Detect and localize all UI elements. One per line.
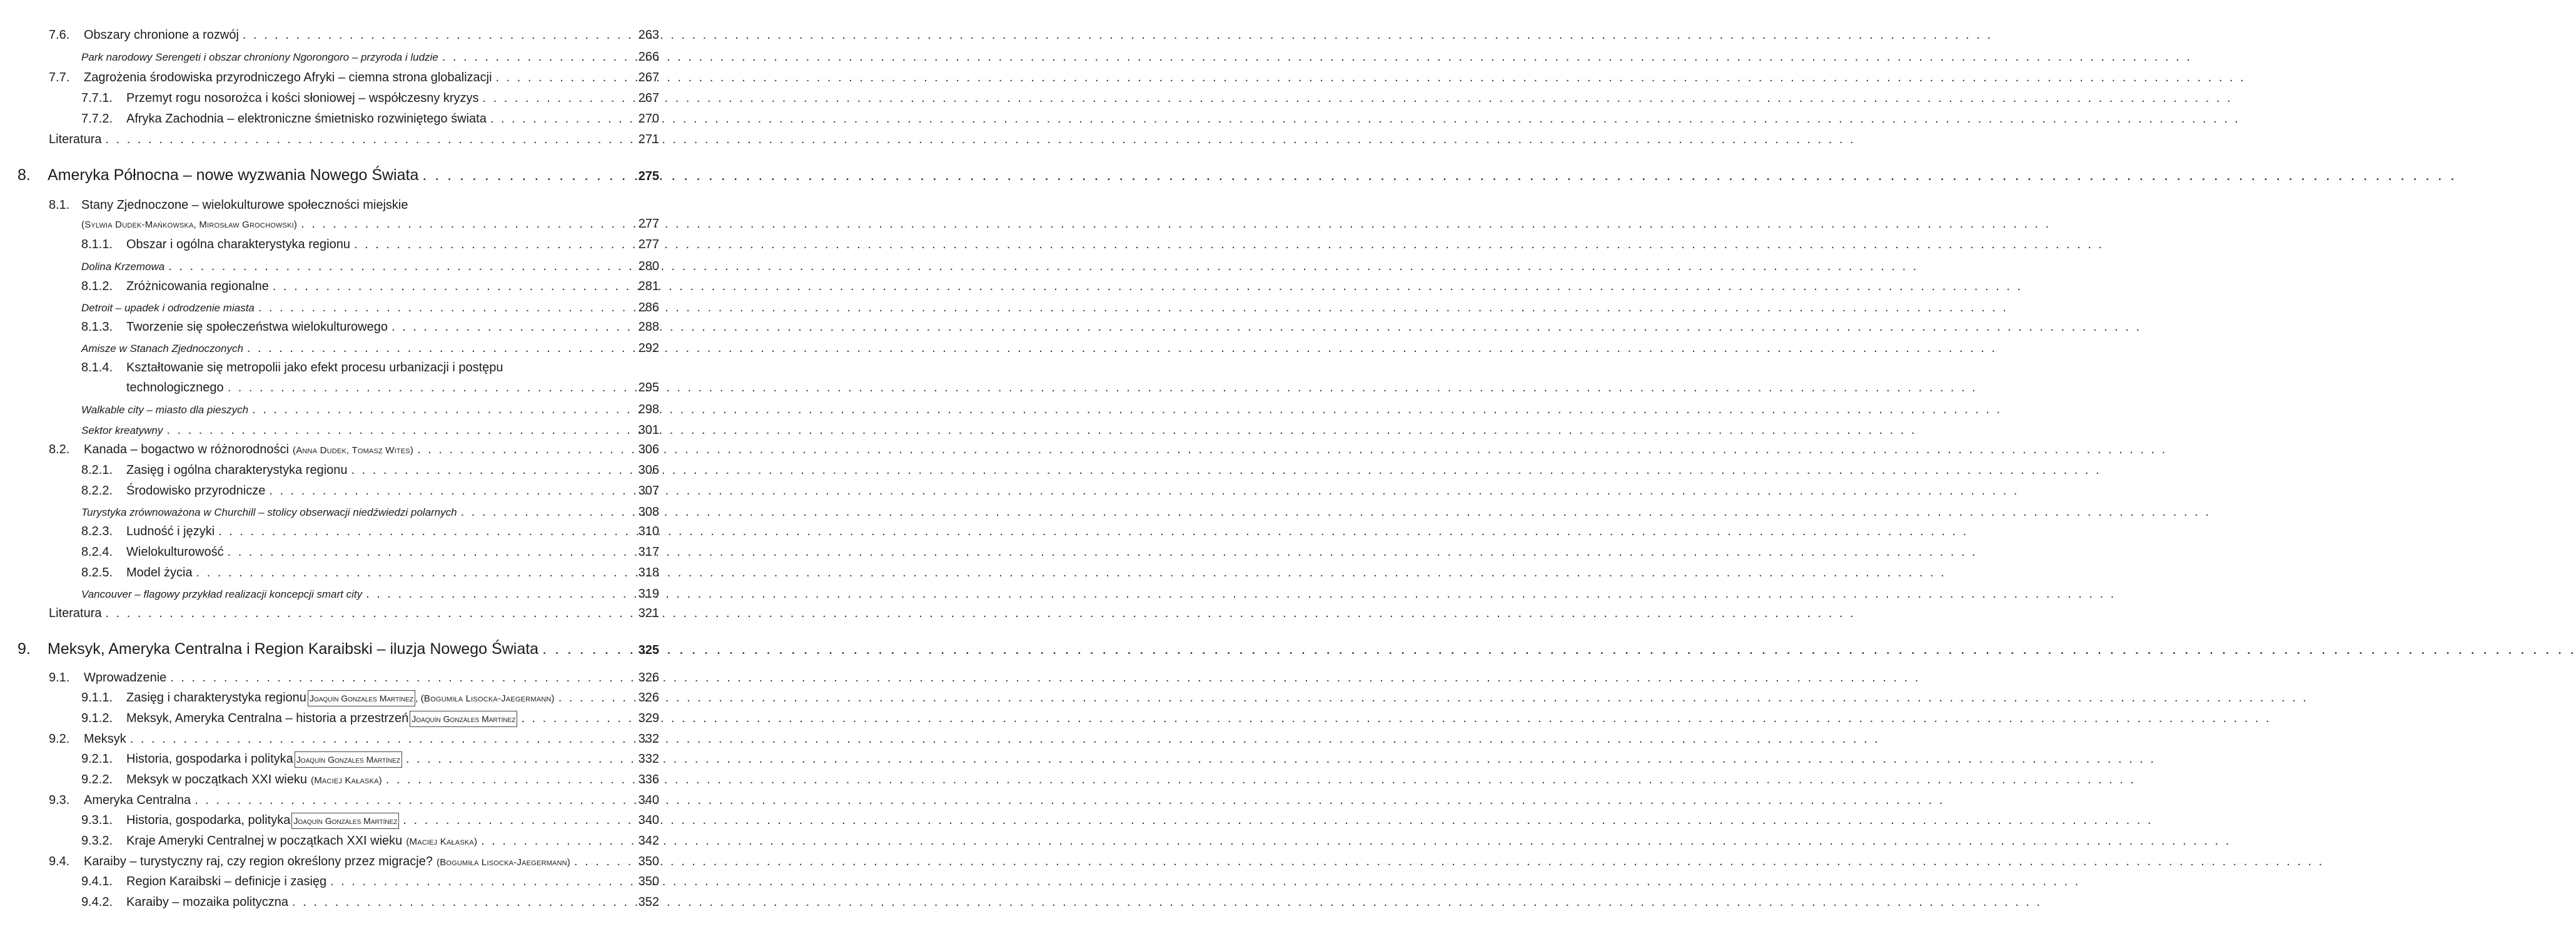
toc-entry xyxy=(81,319,659,334)
section-number: 9.1. xyxy=(49,671,70,685)
page-number: 350 xyxy=(638,875,659,888)
chapter-entry xyxy=(18,166,659,186)
leader-dots xyxy=(228,380,633,395)
toc-entry xyxy=(49,854,659,870)
section-number: 8.2.3. xyxy=(81,525,113,538)
toc-entry xyxy=(49,793,659,808)
section-number: 9.4. xyxy=(49,855,70,868)
chapter-number: 9. xyxy=(18,640,31,658)
section-title: Karaiby – turystyczny raj, czy region określony przez migracje? xyxy=(84,855,433,868)
case-study-title: Park narodowy Serengeti i obszar chroniony Ngorongoro – przyroda i ludzie xyxy=(81,51,438,63)
leader-dots xyxy=(406,751,633,766)
case-study-title: Vancouver – flagowy przykład realizacji koncepcji smart city xyxy=(81,588,363,600)
section-title: Tworzenie się społeczeństwa wielokulturowego xyxy=(126,320,388,334)
leader-dots xyxy=(366,586,633,601)
toc-entry xyxy=(49,731,659,746)
section-title: Obszar i ogólna charakterystyka regionu xyxy=(126,238,350,251)
leader-dots xyxy=(170,670,633,685)
case-study-title: Sektor kreatywny xyxy=(81,424,163,436)
section-number: 9.4.1. xyxy=(81,875,113,888)
leader-dots xyxy=(273,279,633,294)
leader-dots xyxy=(354,237,633,252)
toc-entry xyxy=(81,833,659,850)
toc-entry xyxy=(81,711,659,727)
page-number: 307 xyxy=(638,484,659,498)
toc-entry xyxy=(81,216,659,233)
section-title: Zagrożenia środowiska przyrodniczego Afryki – ciemna strona globalizacji xyxy=(84,71,492,84)
section-title: Zasięg i ogólna charakterystyka regionu xyxy=(126,463,348,477)
page-number: 318 xyxy=(638,566,659,580)
toc-entry xyxy=(81,545,659,560)
leader-dots xyxy=(351,463,633,478)
section-number: 9.2. xyxy=(49,732,70,746)
toc-entry xyxy=(81,586,659,602)
section-title: Historia, gospodarka, polityka xyxy=(126,813,291,827)
case-study-title: Turystyka zrównoważona w Churchill – stolicy obserwacji niedźwiedzi polarnych xyxy=(81,506,457,518)
page-number: 306 xyxy=(638,443,659,456)
toc-entry xyxy=(81,751,659,768)
section-authors: (Maciej Kałaska) xyxy=(406,836,478,847)
toc-entry xyxy=(49,670,659,685)
section-number: 9.4.2. xyxy=(81,895,113,909)
section-number: 8.1.4. xyxy=(81,361,113,374)
section-number: 8.1. xyxy=(49,198,70,212)
section-number: 9.2.1. xyxy=(81,752,113,766)
chapter-entry xyxy=(18,640,659,660)
leader-dots xyxy=(542,640,633,658)
page-number: 308 xyxy=(638,505,659,519)
section-number: 7.7.1. xyxy=(81,91,113,105)
section-number: 8.2.2. xyxy=(81,484,113,498)
page-number: 298 xyxy=(638,403,659,416)
section-title-continued: technologicznego xyxy=(126,381,224,394)
section-authors: (Bogumiła Lisocka-Jaegermann) xyxy=(437,857,570,868)
page-number: 342 xyxy=(638,834,659,848)
section-title: Obszary chronione a rozwój xyxy=(84,28,239,42)
page-number: 319 xyxy=(638,587,659,601)
toc-entry xyxy=(81,463,659,478)
case-study-title: Detroit – upadek i odrodzenie miasta xyxy=(81,302,255,314)
page-number: 332 xyxy=(638,752,659,766)
leader-dots xyxy=(386,772,633,787)
leader-dots xyxy=(228,545,633,560)
page-number: 295 xyxy=(638,381,659,394)
section-title: Wielokulturowość xyxy=(126,545,224,559)
leader-dots xyxy=(168,259,633,274)
section-number: 8.1.2. xyxy=(81,279,113,293)
section-number: 8.1.3. xyxy=(81,320,113,334)
leader-dots xyxy=(422,166,633,184)
page-number: 286 xyxy=(638,301,659,314)
leader-dots xyxy=(521,711,633,726)
section-title: Kraje Ameryki Centralnej w początkach XXI wieku xyxy=(126,834,403,848)
page-number: 340 xyxy=(638,813,659,827)
leader-dots xyxy=(106,606,634,621)
page-number: 321 xyxy=(638,606,659,620)
section-number: 8.2.4. xyxy=(81,545,113,559)
section-number: 8.2.1. xyxy=(81,463,113,477)
toc-entry xyxy=(81,259,659,274)
section-authors: (Sylwia Dudek-Mańkowska, Mirosław Grochowski) xyxy=(81,219,298,230)
section-authors: (Maciej Kałaska) xyxy=(311,775,382,786)
section-number: 9.3.1. xyxy=(81,813,113,827)
leader-dots xyxy=(461,505,633,520)
section-title: Karaiby – mozaika polityczna xyxy=(126,895,289,909)
leader-dots xyxy=(481,833,633,848)
page-number: 266 xyxy=(638,50,659,64)
toc-entry xyxy=(81,49,659,65)
page-number: 280 xyxy=(638,259,659,273)
leader-dots xyxy=(252,402,633,417)
section-number: 7.7. xyxy=(49,71,70,84)
toc-entry xyxy=(49,132,659,147)
toc-entry xyxy=(81,565,659,580)
toc-page xyxy=(0,0,688,939)
toc-entry xyxy=(81,524,659,539)
page-number: 326 xyxy=(638,671,659,685)
leader-dots xyxy=(483,91,633,106)
section-number: 9.3. xyxy=(49,793,70,807)
leader-dots xyxy=(218,524,633,539)
section-number: 9.2.2. xyxy=(81,773,113,786)
leader-dots xyxy=(130,731,633,746)
boxed-authors: Joaquín Gonzales Martínez xyxy=(308,690,415,706)
page-number: 270 xyxy=(638,112,659,126)
toc-entry xyxy=(126,380,659,395)
page-number: 277 xyxy=(638,217,659,231)
page-number: 326 xyxy=(638,691,659,705)
section-title: Stany Zjednoczone – wielokulturowe społeczności miejskie xyxy=(81,198,408,212)
section-number: 9.1.1. xyxy=(81,691,113,705)
page-number: 281 xyxy=(638,279,659,293)
toc-entry xyxy=(81,402,659,418)
section-title: Model życia xyxy=(126,566,193,580)
section-title: Kształtowanie się metropolii jako efekt procesu urbanizacji i postępu xyxy=(126,361,503,374)
section-title: Ludność i języki xyxy=(126,525,215,538)
leader-dots xyxy=(196,565,633,580)
toc-entry xyxy=(49,442,659,458)
leader-dots xyxy=(301,216,633,231)
leader-dots xyxy=(269,483,633,498)
leader-dots xyxy=(490,111,633,126)
toc-entry xyxy=(49,198,408,213)
section-title: Zróżnicowania regionalne xyxy=(126,279,269,293)
page-number: 292 xyxy=(638,341,659,355)
section-authors: , (Bogumiła Lisocka-Jaegermann) xyxy=(415,693,555,704)
toc-entry xyxy=(81,423,659,438)
toc-entry xyxy=(49,28,659,43)
toc-entry xyxy=(81,505,659,520)
page-number: 329 xyxy=(638,711,659,725)
section-title: Historia, gospodarka i polityka xyxy=(126,752,293,766)
case-study-title: Dolina Krzemowa xyxy=(81,261,165,273)
literature-label: Literatura xyxy=(49,606,102,620)
case-study-title: Walkable city – miasto dla pieszych xyxy=(81,404,249,416)
chapter-title: Ameryka Północna – nowe wyzwania Nowego Świata xyxy=(48,166,419,184)
leader-dots xyxy=(391,319,633,334)
leader-dots xyxy=(558,690,633,705)
section-title: Zasięg i charakterystyka regionu xyxy=(126,691,306,705)
leader-dots xyxy=(166,423,633,438)
leader-dots xyxy=(247,341,633,356)
leader-dots xyxy=(194,793,633,808)
toc-entry xyxy=(81,341,659,356)
leader-dots xyxy=(574,854,633,869)
page-number: 332 xyxy=(638,732,659,746)
section-title: Ameryka Centralna xyxy=(84,793,191,807)
page-number: 275 xyxy=(638,169,659,183)
section-number: 9.1.2. xyxy=(81,711,113,725)
toc-entry xyxy=(81,483,659,498)
page-number: 352 xyxy=(638,895,659,909)
page-number: 340 xyxy=(638,793,659,807)
page-number: 350 xyxy=(638,855,659,868)
section-number: 9.3.2. xyxy=(81,834,113,848)
page-number: 336 xyxy=(638,773,659,786)
case-study-title: Amisze w Stanach Zjednoczonych xyxy=(81,343,243,354)
literature-label: Literatura xyxy=(49,133,102,146)
section-number: 8.1.1. xyxy=(81,238,113,251)
toc-entry xyxy=(81,895,659,910)
leader-dots xyxy=(258,300,633,315)
leader-dots xyxy=(496,70,633,85)
section-title: Wprowadzenie xyxy=(84,671,167,685)
toc-entry xyxy=(81,874,659,889)
page-number: 301 xyxy=(638,423,659,437)
toc-entry xyxy=(81,111,659,126)
section-number: 8.2. xyxy=(49,443,70,456)
toc-entry xyxy=(49,606,659,621)
section-title: Kanada – bogactwo w różnorodności xyxy=(84,443,289,456)
toc-entry xyxy=(81,772,659,788)
page-number: 288 xyxy=(638,320,659,334)
leader-dots xyxy=(442,49,633,64)
leader-dots xyxy=(417,442,633,457)
page-number: 263 xyxy=(638,28,659,42)
toc-entry xyxy=(81,91,659,106)
section-title: Przemyt rogu nosorożca i kości słoniowej – współczesny kryzys xyxy=(126,91,479,105)
boxed-authors: Joaquín Gonzáles Martínez xyxy=(410,711,517,727)
toc-entry xyxy=(49,70,659,85)
section-number: 7.6. xyxy=(49,28,70,42)
boxed-authors: Joaquín Gonzáles Martínez xyxy=(295,751,402,768)
toc-entry xyxy=(81,690,659,706)
leader-dots xyxy=(243,28,633,43)
page-number: 277 xyxy=(638,238,659,251)
section-title: Region Karaibski – definicje i zasięg xyxy=(126,875,327,888)
section-title: Meksyk w początkach XXI wieku xyxy=(126,773,307,786)
page-number: 271 xyxy=(638,133,659,146)
section-number: 7.7.2. xyxy=(81,112,113,126)
page-number: 310 xyxy=(638,525,659,538)
leader-dots xyxy=(330,874,633,889)
page-number: 317 xyxy=(638,545,659,559)
toc-entry xyxy=(81,813,659,829)
page-number: 267 xyxy=(638,71,659,84)
toc-entry xyxy=(81,237,659,252)
section-authors: (Anna Dudek, Tomasz Wites) xyxy=(293,445,414,456)
section-number: 8.2.5. xyxy=(81,566,113,580)
toc-entry xyxy=(81,300,659,316)
chapter-number: 8. xyxy=(18,166,31,184)
leader-dots xyxy=(403,813,633,828)
page-number: 267 xyxy=(638,91,659,105)
section-title: Środowisko przyrodnicze xyxy=(126,484,266,498)
section-title: Afryka Zachodnia – elektroniczne śmietnisko rozwiniętego świata xyxy=(126,112,487,126)
leader-dots xyxy=(292,895,633,910)
chapter-title: Meksyk, Ameryka Centralna i Region Karaibski – iluzja Nowego Świata xyxy=(48,640,539,658)
boxed-authors: Joaquín Gonzáles Martínez xyxy=(291,813,399,829)
section-title: Meksyk, Ameryka Centralna – historia a przestrzeń xyxy=(126,711,409,725)
page-number: 325 xyxy=(638,643,659,657)
toc-entry xyxy=(81,279,659,294)
leader-dots xyxy=(106,132,634,147)
section-title: Meksyk xyxy=(84,732,126,746)
toc-entry xyxy=(81,360,503,375)
page-number: 306 xyxy=(638,463,659,477)
